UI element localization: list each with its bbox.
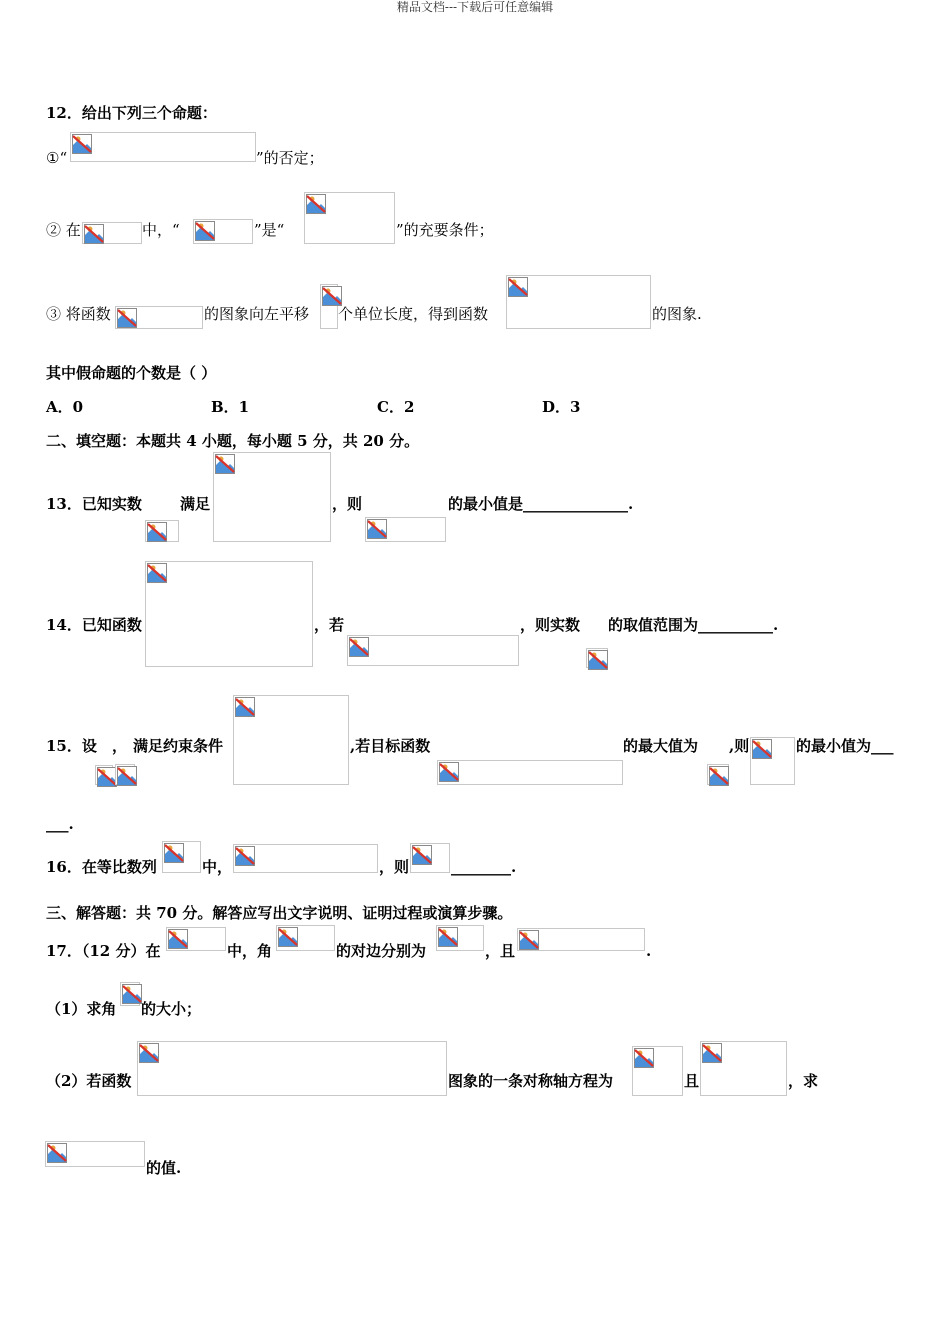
q13-c: ，则 <box>332 495 363 513</box>
formula-image <box>517 928 645 951</box>
q17-d: ，且 <box>485 942 516 960</box>
broken-image-icon <box>519 930 539 950</box>
broken-image-icon <box>709 766 729 786</box>
q12-option-d: D．3 <box>542 398 581 416</box>
broken-image-icon <box>164 843 184 863</box>
broken-image-icon <box>147 563 167 583</box>
formula-image <box>586 648 608 668</box>
q17-s1-b: 的大小； <box>141 1000 202 1018</box>
broken-image-icon <box>322 286 342 306</box>
q17-s1-a: （1）求角 <box>46 1000 117 1018</box>
broken-image-icon <box>215 454 235 474</box>
q15-a: 15．设 <box>46 737 97 755</box>
q12-ask: 其中假命题的个数是（ ） <box>46 364 217 382</box>
broken-image-icon <box>195 221 215 241</box>
broken-image-icon <box>752 739 772 759</box>
q17-c: 的对边分别为 <box>336 942 427 960</box>
formula-image <box>233 695 349 785</box>
formula-image <box>365 517 446 542</box>
q14-a: 14．已知函数 <box>46 616 142 634</box>
q13-b: 满足 <box>180 495 211 513</box>
q16-b: 中， <box>202 858 233 876</box>
q17-s2-c: 且 <box>684 1072 700 1090</box>
broken-image-icon <box>439 762 459 782</box>
section-3-title: 三、解答题：共 70 分。解答应写出文字说明、证明过程或演算步骤。 <box>46 904 513 922</box>
q12-p3-c: 个单位长度，得到函数 <box>338 305 489 323</box>
q13-a: 13．已知实数 <box>46 495 142 513</box>
broken-image-icon <box>147 522 167 542</box>
formula-image <box>437 760 623 785</box>
formula-image <box>45 1141 145 1167</box>
q15-c: 满足约束条件 <box>133 737 224 755</box>
formula-image <box>707 764 729 785</box>
formula-image <box>347 635 519 666</box>
formula-image <box>213 452 331 542</box>
broken-image-icon <box>168 929 188 949</box>
formula-image <box>70 132 256 162</box>
broken-image-icon <box>508 277 528 297</box>
broken-image-icon <box>438 927 458 947</box>
broken-image-icon <box>588 650 608 670</box>
formula-image <box>506 275 651 329</box>
formula-image <box>320 284 338 329</box>
q17-s2-a: （2）若函数 <box>46 1072 132 1090</box>
q13-d: 的最小值是______________. <box>448 495 634 513</box>
q14-d: 的取值范围为__________. <box>608 616 779 634</box>
q12-p3-a: ③ 将函数 <box>46 305 111 323</box>
q17-b: 中，角 <box>227 942 273 960</box>
formula-image <box>162 841 201 873</box>
broken-image-icon <box>367 519 387 539</box>
q16-a: 16．在等比数列 <box>46 858 157 876</box>
formula-image <box>304 192 395 244</box>
q17-s2-b: 图象的一条对称轴方程为 <box>448 1072 614 1090</box>
q12-p2-c: ”是“ <box>254 221 285 239</box>
broken-image-icon <box>47 1143 67 1163</box>
formula-image <box>276 925 335 951</box>
formula-image <box>137 1041 447 1096</box>
q17-s2-e: 的值. <box>146 1159 182 1177</box>
broken-image-icon <box>306 194 326 214</box>
broken-image-icon <box>117 308 137 328</box>
q12-option-b: B．1 <box>211 398 250 416</box>
q12-p3-b: 的图象向左平移 <box>204 305 310 323</box>
q14-b: ，若 <box>314 616 345 634</box>
q12-option-a: A．0 <box>46 398 84 416</box>
formula-image <box>233 844 378 873</box>
q12-p1-pre: ①“ <box>46 149 68 167</box>
q12-p1-post: ”的否定； <box>256 149 324 167</box>
broken-image-icon <box>122 984 142 1004</box>
q12-p2-b: 中，“ <box>142 221 180 239</box>
page-header: 精品文档---下载后可任意编辑 <box>396 0 554 14</box>
q15-e: 的最大值为 <box>623 737 699 755</box>
broken-image-icon <box>235 697 255 717</box>
formula-image <box>193 219 253 244</box>
q15-d: ,若目标函数 <box>350 737 431 755</box>
formula-image <box>115 306 203 329</box>
q17-e: . <box>646 942 652 960</box>
formula-image <box>750 737 795 785</box>
q17-s2-d: ，求 <box>788 1072 819 1090</box>
formula-image <box>115 764 135 785</box>
broken-image-icon <box>235 846 255 866</box>
broken-image-icon <box>278 927 298 947</box>
formula-image <box>700 1041 787 1096</box>
formula-image <box>82 222 142 244</box>
broken-image-icon <box>84 224 104 244</box>
formula-image <box>632 1046 683 1096</box>
q12-stem: 12．给出下列三个命题： <box>46 104 217 122</box>
broken-image-icon <box>117 766 137 786</box>
q12-option-c: C．2 <box>377 398 415 416</box>
broken-image-icon <box>72 134 92 154</box>
q15-f: ,则 <box>729 737 750 755</box>
q12-p2-d: ”的充要条件； <box>396 221 494 239</box>
q16-c: ，则 <box>379 858 410 876</box>
broken-image-icon <box>97 767 117 787</box>
formula-image <box>95 765 113 785</box>
q15-b: ， <box>112 737 128 755</box>
q14-c: ，则实数 <box>520 616 581 634</box>
q12-p2-a: ② 在 <box>46 221 81 239</box>
section-2-title: 二、填空题：本题共 4 小题，每小题 5 分，共 20 分。 <box>46 432 420 450</box>
formula-image <box>436 925 484 951</box>
formula-image <box>145 520 179 542</box>
broken-image-icon <box>349 637 369 657</box>
broken-image-icon <box>139 1043 159 1063</box>
formula-image <box>166 927 226 951</box>
formula-image <box>410 843 450 873</box>
q16-d: ________. <box>451 858 517 876</box>
broken-image-icon <box>702 1043 722 1063</box>
q15-g: 的最小值为___ <box>796 737 894 755</box>
q17-a: 17．（12 分）在 <box>46 942 161 960</box>
q12-p3-d: 的图象. <box>652 305 702 323</box>
broken-image-icon <box>634 1048 654 1068</box>
formula-image <box>145 561 313 667</box>
formula-image <box>120 982 140 1006</box>
q15-h: ___. <box>46 815 74 833</box>
broken-image-icon <box>412 845 432 865</box>
